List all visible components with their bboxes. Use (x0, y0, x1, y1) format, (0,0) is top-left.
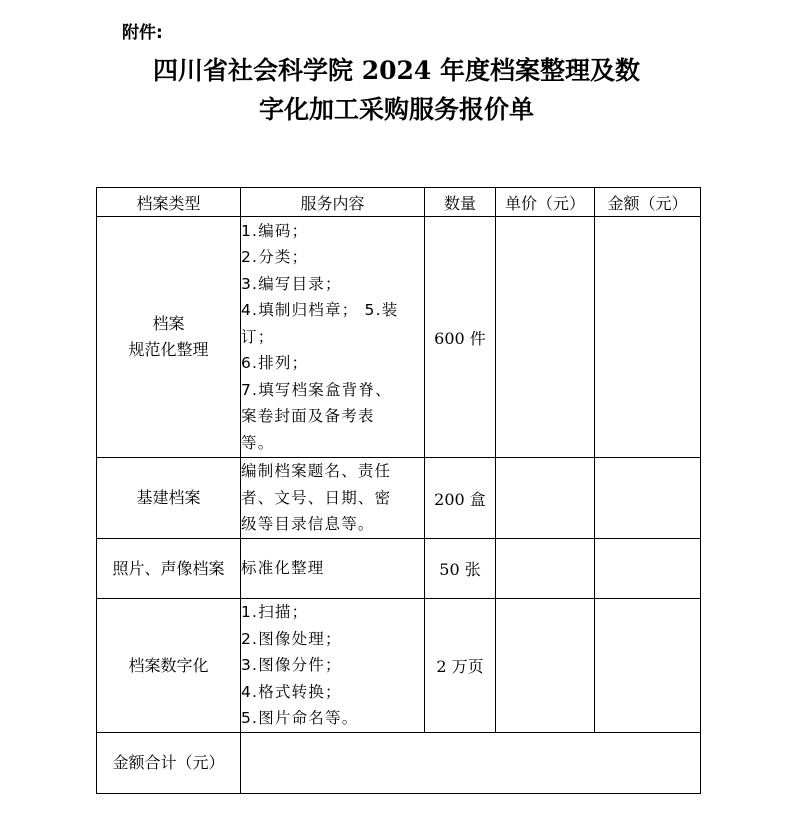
archive-type-line: 档案 (152, 314, 185, 333)
header-service-content: 服务内容 (241, 188, 425, 217)
service-content-line: 4.填制归档章； 5.装 (241, 301, 399, 320)
header-quantity: 数量 (425, 188, 496, 217)
unit-price-cell (496, 458, 595, 539)
unit-price-cell (496, 599, 595, 733)
amount-cell (595, 217, 701, 458)
quantity-cell: 2 万页 (425, 599, 496, 733)
archive-type-line: 档案数字化 (128, 655, 209, 675)
service-content-line: 编制档案题名、责任 (241, 462, 392, 481)
table-header-row (97, 188, 701, 217)
page-title-line-2: 字化加工采购服务报价单 (258, 95, 534, 124)
unit-price-cell (496, 217, 595, 458)
total-row (97, 733, 701, 794)
service-content-line: 3.图像分件； (241, 656, 342, 675)
archive-type-cell (97, 599, 241, 733)
service-content-line: 4.格式转换； (241, 682, 342, 701)
service-content-cell (241, 217, 425, 458)
table-row (97, 217, 701, 458)
table-row (97, 539, 701, 599)
service-content-line: 订； (241, 327, 275, 346)
service-content-line: 5.图片命名等。 (241, 709, 359, 728)
service-content-line: 级等目录信息等。 (241, 515, 375, 534)
amount-cell (595, 539, 701, 599)
service-content-line: 等。 (241, 433, 275, 452)
archive-type-cell (97, 539, 241, 599)
service-content-line: 6.排列； (241, 354, 309, 373)
header-unit-price: 单价（元） (496, 188, 595, 217)
service-content-cell (241, 599, 425, 733)
archive-type-cell (97, 458, 241, 539)
quantity-cell: 50 张 (425, 539, 496, 599)
service-content-line: 2.图像处理； (241, 629, 342, 648)
quotation-table (96, 187, 701, 794)
service-content-line: 1.编码； (241, 221, 309, 240)
service-content-cell (241, 539, 425, 599)
service-content-line: 者、文号、日期、密 (241, 488, 392, 507)
archive-type-line: 规范化整理 (128, 340, 209, 359)
service-content-line: 7.填写档案盒背脊、 (241, 380, 392, 399)
total-label: 金额合计（元） (97, 733, 241, 794)
service-content-line: 1.扫描； (241, 603, 309, 622)
table-row (97, 458, 701, 539)
quantity-cell: 200 盒 (425, 458, 496, 539)
quantity-cell: 600 件 (425, 217, 496, 458)
service-content-line: 2.分类； (241, 248, 309, 267)
service-content-line: 3.编写目录； (241, 274, 342, 293)
archive-type-line: 基建档案 (136, 488, 201, 507)
amount-cell (595, 458, 701, 539)
total-amount-cell (241, 733, 701, 794)
service-content-line: 案卷封面及备考表 (241, 407, 375, 426)
attachment-label: 附件: (122, 23, 163, 43)
amount-cell (595, 599, 701, 733)
archive-type-line: 照片、声像档案 (112, 558, 225, 578)
archive-type-cell (97, 217, 241, 458)
service-content-line: 标准化整理 (241, 559, 325, 578)
table-row (97, 599, 701, 733)
header-amount: 金额（元） (595, 188, 701, 217)
unit-price-cell (496, 539, 595, 599)
header-archive-type: 档案类型 (97, 188, 241, 217)
page-title-line-1: 四川省社会科学院 2024 年度档案整理及数 (153, 56, 640, 85)
service-content-cell (241, 458, 425, 539)
